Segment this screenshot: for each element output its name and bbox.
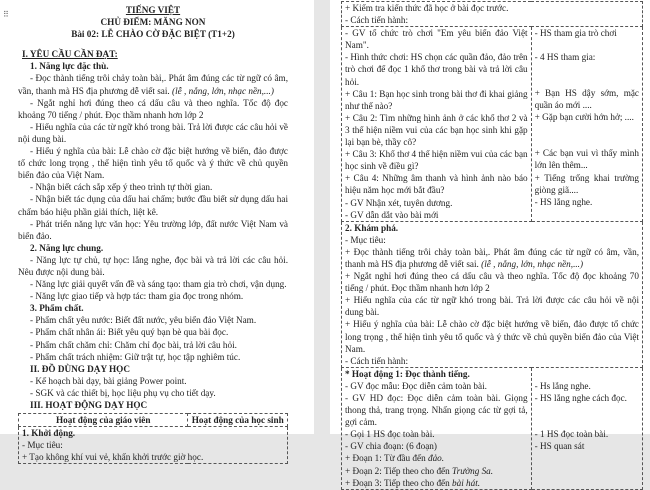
teacher-line: - GV HD đọc: Đọc diễn cảm toàn bài. Giọng thong thả, trang trọng. Nhấn giọng các từ gợi tả, gợi cảm.: [345, 393, 528, 428]
student-cell: [531, 27, 642, 222]
text-line: + Kiểm tra kiến thức đã học ở bài đọc trước.: [345, 3, 509, 13]
section-heading: II. ĐỒ DÙNG DẠY HỌC: [30, 363, 130, 374]
text-line: 2. Khám phá.: [345, 222, 399, 233]
text-line: - Cách tiến hành:: [345, 355, 409, 366]
text-line: + Hiểu ý nghĩa của bài: Lễ chào cờ đặc biệt hướng về biển, đảo được tổ chức long trọng , thể hiện tình yêu tổ quốc và ý thức về chủ quyền biển đảo của Việt Nam.: [345, 319, 639, 354]
text-line: + Hiểu nghĩa của các từ ngữ khó trong bài. Trả lời được các câu hỏi về nội dung bài.: [345, 295, 639, 318]
document-page-1: [0, 0, 314, 463]
teacher-line: - Hình thức chơi: HS chọn các quần đảo, đảo trên trò chơi để đọc 1 khổ thơ trong bài và trả lời câu hỏi.: [345, 52, 528, 87]
teacher-line: - GV tổ chức trò chơi "Em yêu biển đảo Việt Nam".: [345, 28, 528, 51]
list-2: [18, 375, 288, 399]
table-row: [342, 2, 643, 27]
list-item: - Kế hoạch bài dạy, bài giảng Power point.: [30, 375, 187, 386]
list-1-1: [18, 72, 288, 241]
student-line: - 1 HS đọc toàn bài.: [534, 429, 609, 439]
student-line: - HS lắng nghe cách đọc.: [534, 393, 627, 403]
subject-title: TIẾNG VIỆT: [125, 5, 181, 15]
row-line: - Mục tiêu:: [22, 440, 63, 451]
activity-table: [18, 413, 288, 464]
table-cell: [342, 221, 643, 367]
list-item: - Hiểu nghĩa của các từ ngữ khó trong bài. Trả lời được các câu hỏi về nội dung bài.: [18, 121, 288, 144]
teacher-line: - GV dẫn dắt vào bài mới: [345, 209, 439, 220]
segment-line: + Đoạn 2: Tiếp theo cho đến Trường Sa.: [345, 465, 494, 476]
teacher-line: - GV đọc mẫu: Đọc diễn cảm toàn bài.: [345, 380, 487, 391]
student-line: + Tiếng trống khai trường giòng giã....: [534, 172, 639, 195]
table-cell: [342, 2, 643, 27]
table-row: [342, 367, 643, 489]
teacher-line: + Câu 2: Tìm những hình ảnh ở các khổ thơ 2 và 3 thể hiện niềm vui của các bạn học sinh khi gặp lại bạn bè, thầy cô?: [345, 112, 528, 148]
list-item: - Đọc thành tiếng trôi chảy toàn bài,. Phát âm đúng các từ ngữ có âm, vần, thanh mà HS địa phương dễ viết sai. (lễ , nắng, lớn, nhạc nền,...): [18, 73, 288, 96]
col-header-teacher: Hoạt động của giáo viên: [19, 414, 188, 427]
teacher-line: + Câu 3: Khổ thơ 4 thể hiện niềm vui của các bạn học sinh về điều gì?: [345, 149, 528, 172]
spacer: [535, 368, 639, 380]
teacher-line: - GV Nhận xét, tuyên dương.: [345, 197, 453, 208]
theme-title: CHỦ ĐIỂM: MĂNG NON: [100, 17, 206, 28]
list-item: - Ngắt nghỉ hơi đúng theo cá dấu câu và theo nghĩa. Tốc độ đọc khoảng 70 tiếng / phút. Đọc thầm nhanh hơn lớp 2: [18, 97, 288, 120]
subsection-heading: 3. Phẩm chất.: [30, 303, 84, 314]
student-cell: [531, 367, 642, 489]
segment-end: đảo.: [427, 453, 445, 464]
teacher-line: - Gọi 1 HS đọc toàn bài.: [345, 429, 435, 440]
row-title: 1. Khởi động.: [22, 428, 76, 439]
subsection-heading: 2. Năng lực chung.: [30, 242, 104, 253]
list-item: - Phát triển năng lực văn học: Yêu trường lớp, đất nước Việt Nam và biển đảo.: [18, 218, 288, 241]
teacher-line: + Câu 1: Bạn học sinh trong bài thơ đi khai giảng như thế nào?: [345, 88, 528, 111]
segment-line: + Đoạn 1: Từ đầu đến đảo.: [345, 453, 445, 464]
student-line: [535, 208, 639, 220]
student-line: - Hs lắng nghe.: [534, 380, 591, 391]
text-line: + Ngắt nghỉ hơi đúng theo cá dấu câu và theo nghĩa. Tốc độ đọc khoảng 70 tiếng / phút. Đọc thầm nhanh hơn lớp 2: [345, 271, 639, 294]
segment-end: bài hát.: [452, 477, 481, 488]
example-words: (lễ , nắng, lớn, nhạc nền,...): [172, 85, 274, 96]
list-item: - Năng lực giao tiếp và hợp tác: tham gia đọc trong nhóm.: [30, 291, 244, 302]
move-handle-icon[interactable]: ⠿: [3, 10, 9, 19]
teacher-line: + Câu 4: Những âm thanh và hình ảnh nào báo hiệu năm học mới bắt đầu?: [345, 173, 528, 196]
section-heading: III. HOẠT ĐỘNG DẠY HỌC: [30, 400, 148, 410]
student-line: + Các bạn vui vì thấy mình lớn lên thêm...: [534, 148, 639, 171]
student-line: - HS tham gia trò chơi: [534, 28, 617, 39]
list-item: - Hiểu ý nghĩa của bài: Lễ chào cờ đặc biệt hướng về biển, đảo được tổ chức long trọng , thể hiện tình yêu tổ quốc và ý thức về chủ quyền biển đảo của Việt Nam.: [18, 146, 288, 181]
text-line: - Cách tiến hành:: [345, 15, 409, 26]
row-line: + Tạo không khí vui vẻ, khấn khởi trước giờ học.: [22, 452, 204, 463]
page1-content: [18, 4, 288, 464]
section-heading: I. YÊU CẦU CẦN ĐẠT:: [22, 49, 118, 60]
student-line: - HS quan sát: [534, 441, 585, 452]
activity-title: * Hoạt động 1: Đọc thành tiếng.: [345, 368, 470, 379]
list-item: - Nhận biết tác dụng của dấu hai chấm; bước đầu biết sử dụng dấu hai chấm báo hiệu phần giải thích, liệt kê.: [18, 194, 288, 217]
teacher-line: - GV chia đoạn: (6 đoạn): [345, 441, 437, 452]
list-1-2: [18, 254, 288, 302]
list-item: - Phẩm chất nhân ái: Biết yêu quý bạn bè qua bài đọc.: [30, 327, 229, 338]
list-item: - Năng lực tự chủ, tự học: lắng nghe, đọc bài và trả lời các câu hỏi. Nêu được nội dung bài.: [18, 254, 288, 277]
list-item: - Phẩm chất chăm chỉ: Chăm chỉ đọc bài, trả lời câu hỏi.: [30, 339, 237, 350]
list-item: - Phẩm chất trách nhiệm: Giữ trật tự, học tập nghiêm túc.: [30, 351, 241, 362]
segment-end: Trường Sa.: [452, 465, 494, 476]
table-row: [19, 427, 288, 464]
student-line: - 4 HS tham gia:: [534, 52, 596, 63]
table-row: [342, 27, 643, 222]
segment-line: + Đoạn 3: Tiếp theo cho đến bài hát.: [345, 477, 481, 488]
teacher-cell: [342, 27, 532, 222]
example-words: (lễ , nắng, lớn, nhạc nền,...): [481, 258, 584, 269]
teacher-cell: [342, 367, 532, 489]
student-line: - HS lắng nghe.: [534, 196, 593, 207]
student-line: + Gặp bạn cười hớn hở; ....: [534, 112, 634, 123]
text-line: + Đọc thành tiếng trôi chảy toàn bài,. Phát âm đúng các từ ngữ có âm, vần, thanh mà HS địa phương dễ viết sai. (lễ , nắng, lớn, nhạc nền,...): [345, 246, 639, 269]
activity-table-continued: [341, 1, 643, 490]
subsection-heading: 1. Năng lực đặc thù.: [30, 61, 109, 72]
text-line: - Mục tiêu:: [345, 234, 386, 245]
list-item: - Nhận biết cách sắp xếp ý theo trình tự thời gian.: [30, 182, 213, 193]
list-item: - Năng lực giải quyết vấn đề và sáng tạo: tham gia trò chơi, vận dụng.: [30, 279, 287, 290]
list-item: - Phẩm chất yêu nước: Biết đất nước, yêu biển đảo Việt Nam.: [30, 315, 257, 326]
table-row: [342, 221, 643, 367]
document-page-2: [330, 0, 650, 488]
lesson-title: Bài 02: LỄ CHÀO CỜ ĐẶC BIỆT (T1+2): [71, 29, 235, 40]
student-line: + Bạn HS dậy sớm, mặc quần áo mới ....: [534, 88, 639, 111]
col-header-student: Hoạt động của học sinh: [188, 414, 288, 427]
list-1-3: [18, 314, 288, 362]
list-item: - SGK và các thiết bị, học liệu phụ vụ cho tiết dạy.: [30, 387, 216, 398]
